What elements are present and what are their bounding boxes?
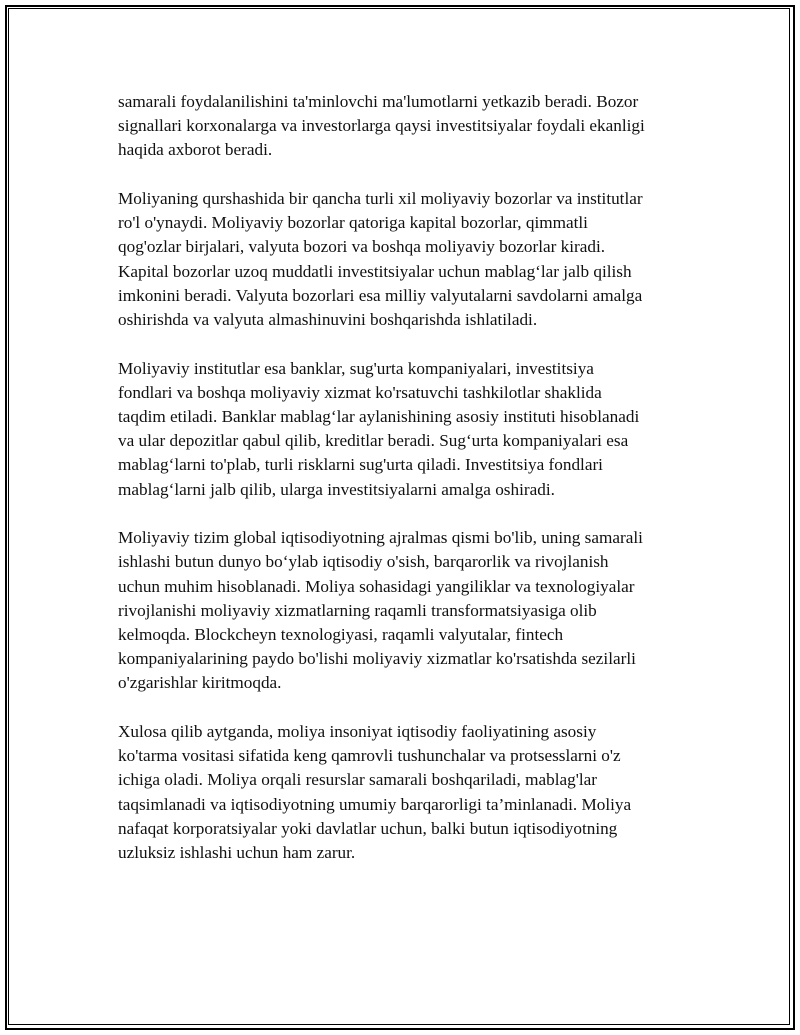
text-line: taqsimlanadi va iqtisodiyotning umumiy barqarorligi ta’minlanadi. Moliya [118,794,632,814]
text-line: samarali foydalanilishini ta'minlovchi ma'lumotlarni yetkazib beradi. Bozor [118,92,639,111]
text-line: haqida axborot beradi. [118,140,273,160]
text-line: signallari korxonalarga va investorlarga qaysi investitsiyalar foydali ekanligi [118,116,645,136]
text-line: qog'ozlar birjalari, valyuta bozori va boshqa moliyaviy bozorlar kiradi. [118,237,606,257]
text-line: fondlari va boshqa moliyaviy xizmat ko'rsatuvchi tashkilotlar shaklida [118,382,602,402]
text-line: ro'l o'ynaydi. Moliyaviy bozorlar qatoriga kapital bozorlar, qimmatli [118,213,588,233]
paragraph-4 [118,526,692,695]
paragraph-2 [118,187,692,332]
text-line: mablag‘larni to'plab, turli risklarni sug'urta qiladi. Investitsiya fondlari [118,455,603,475]
text-line: rivojlanishi moliyaviy xizmatlarning raqamli transformatsiyasiga olib [118,600,597,620]
text-line: oshirishda va valyuta almashinuvini boshqarishda ishlatiladi. [118,310,538,330]
document-body [118,90,692,890]
text-line: va ular depozitlar qabul qilib, kreditlar beradi. Sug‘urta kompaniyalari esa [118,431,629,451]
paragraph-1 [118,90,692,163]
text-line: uchun muhim hisoblanadi. Moliya sohasidagi yangiliklar va texnologiyalar [118,576,635,596]
text-line: Kapital bozorlar uzoq muddatli investitsiyalar uchun mablag‘lar jalb qilish [118,261,632,281]
text-line: Moliyaning qurshashida bir qancha turli xil moliyaviy bozorlar va institutlar [118,189,643,208]
text-line: Moliyaviy tizim global iqtisodiyotning ajralmas qismi bo'lib, uning samarali [118,528,643,548]
text-line: kompaniyalarining paydo bo'lishi moliyaviy xizmatlar ko'rsatishda sezilarli [118,649,636,669]
text-line: ishlashi butun dunyo bo‘ylab iqtisodiy o'sish, barqarorlik va rivojlanish [118,552,609,572]
paragraph-3 [118,357,692,502]
text-line: taqdim etiladi. Banklar mablag‘lar aylanishining asosiy instituti hisoblanadi [118,407,640,427]
paragraph-5 [118,720,692,865]
text-line: Moliyaviy institutlar esa banklar, sug'urta kompaniyalari, investitsiya [118,358,594,378]
text-line: ichiga oladi. Moliya orqali resurslar samarali boshqariladi, mablag'lar [118,770,597,790]
text-line: mablag‘larni jalb qilib, ularga investitsiyalarni amalga oshiradi. [118,479,555,499]
text-line: ko'tarma vositasi sifatida keng qamrovli tushunchalar va protsesslarni o'z [118,746,621,766]
text-line: imkonini beradi. Valyuta bozorlari esa milliy valyutalarni savdolarni amalga [118,285,643,305]
text-line: Xulosa qilib aytganda, moliya insoniyat iqtisodiy faoliyatining asosiy [118,722,597,742]
text-line: o'zgarishlar kiritmoqda. [118,673,282,693]
text-line: nafaqat korporatsiyalar yoki davlatlar uchun, balki butun iqtisodiyotning [118,818,618,838]
text-line: kelmoqda. Blockcheyn texnologiyasi, raqamli valyutalar, fintech [118,625,564,645]
text-line: uzluksiz ishlashi uchun ham zarur. [118,843,356,863]
